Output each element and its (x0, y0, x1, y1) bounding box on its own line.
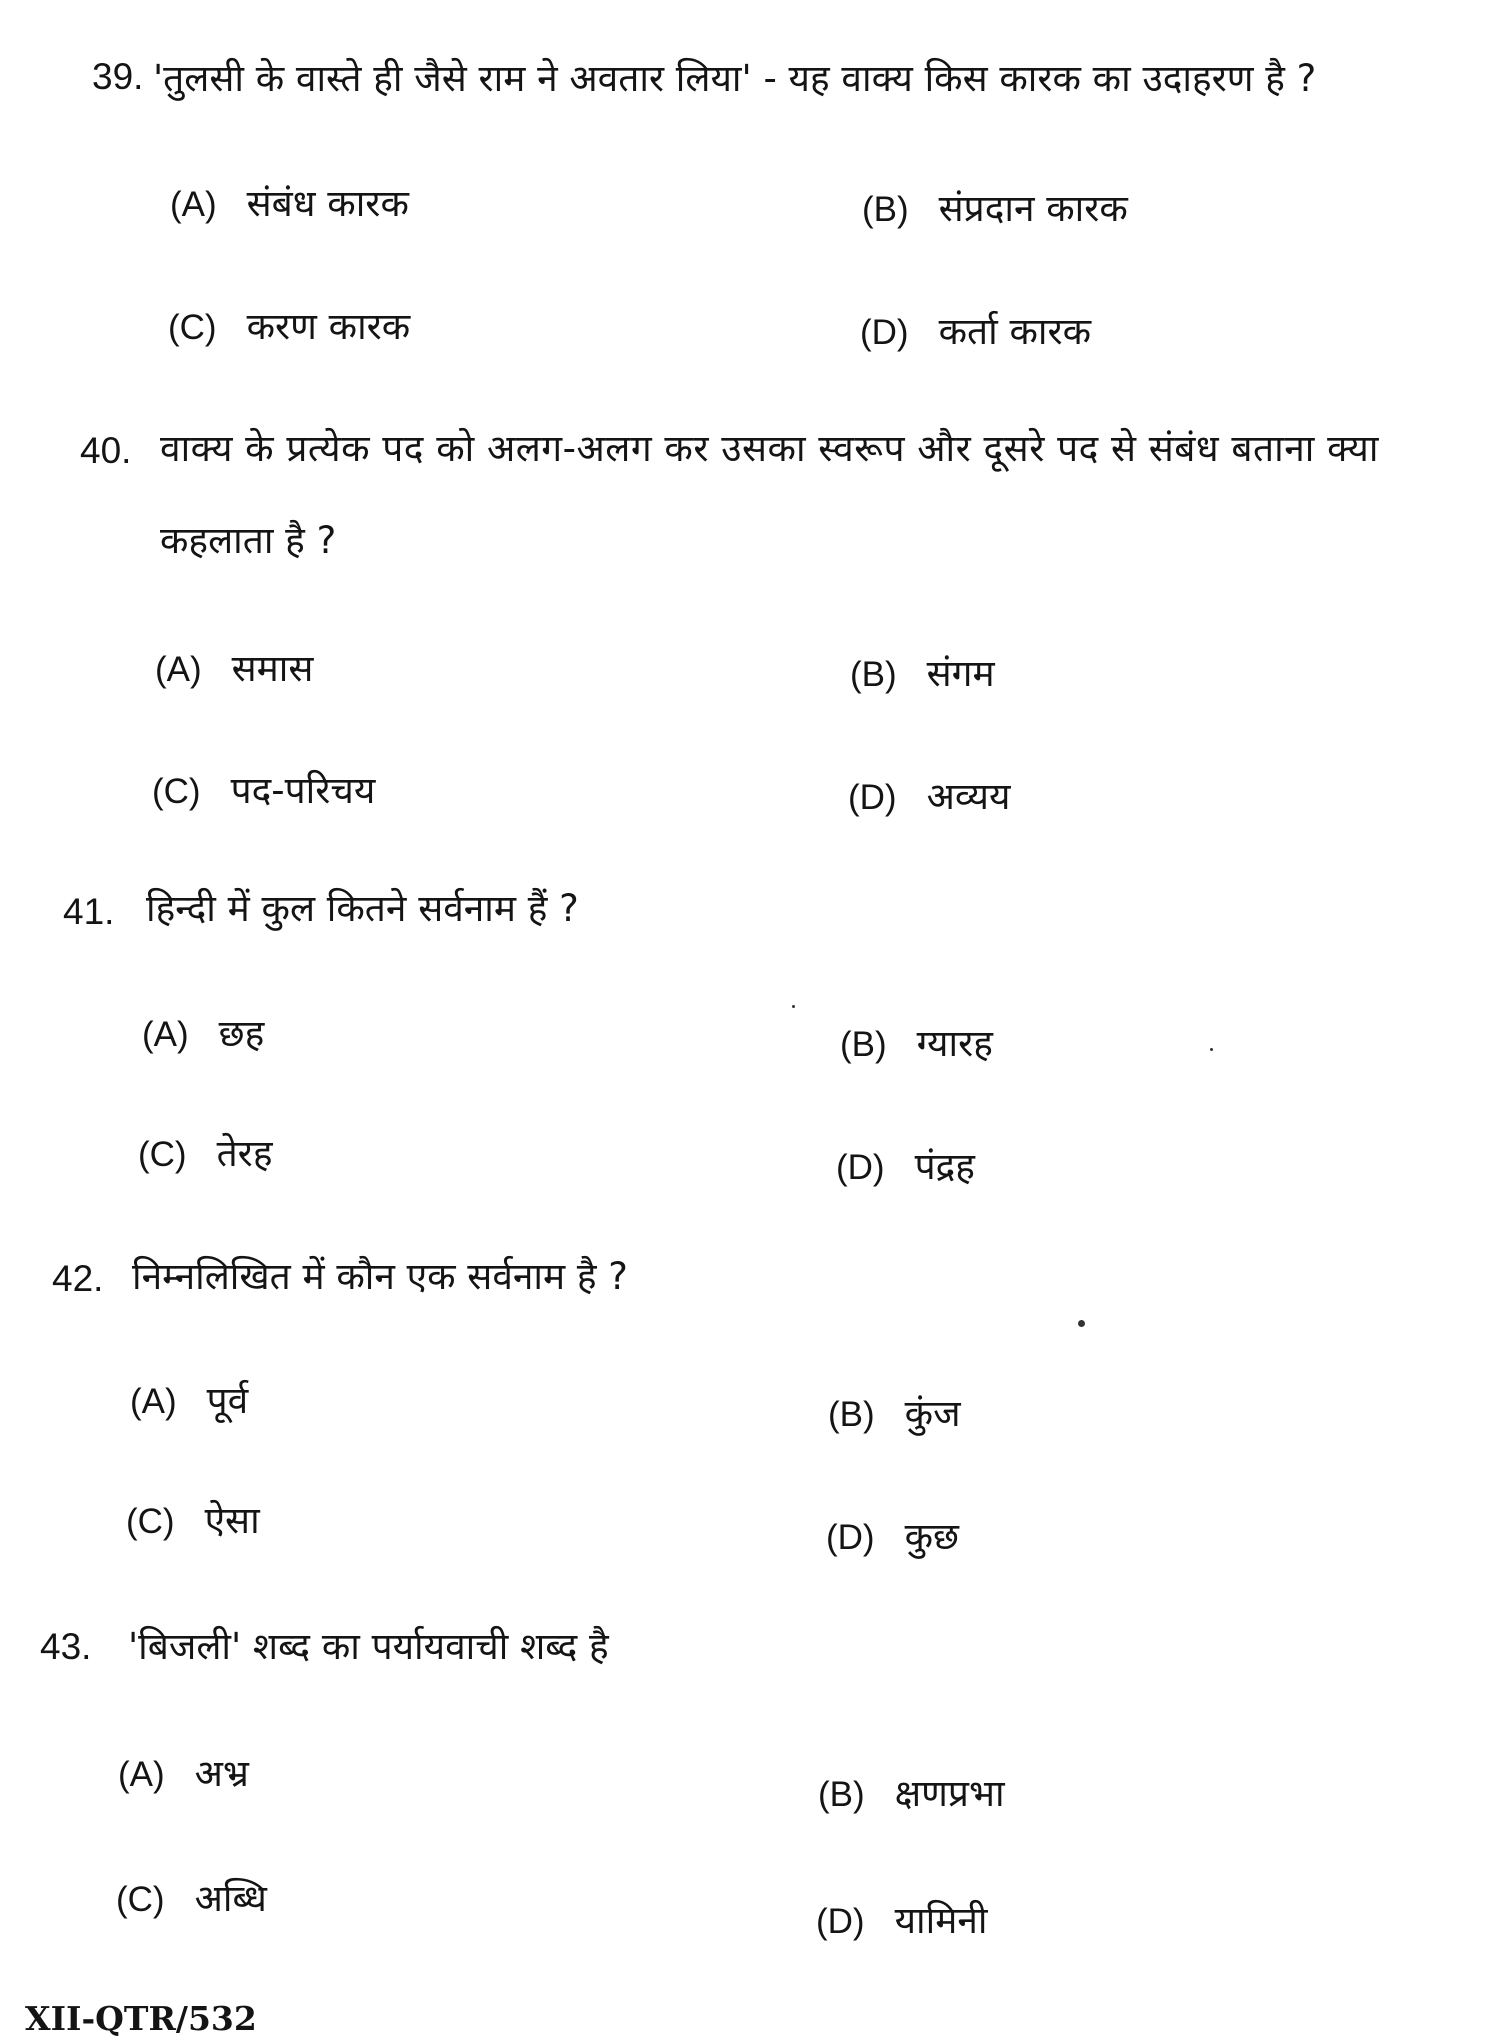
option-letter: (B) (862, 190, 909, 229)
option-letter: (D) (826, 1518, 875, 1557)
option-c (138, 1132, 273, 1175)
option-text: पूर्व (206, 1379, 249, 1422)
option-letter: (D) (860, 313, 909, 352)
option-text: पद-परिचय (230, 769, 376, 812)
option-a (142, 1012, 265, 1055)
option-letter: (D) (848, 778, 897, 817)
option-letter: (A) (130, 1382, 177, 1421)
option-d (848, 775, 1011, 818)
option-a (118, 1752, 249, 1795)
option-d (826, 1515, 959, 1558)
option-text: करण कारक (246, 305, 411, 348)
question-text-line2: कहलाता है ? (160, 519, 337, 562)
question-number: 40. (80, 430, 132, 471)
option-letter: (B) (818, 1775, 865, 1814)
option-text: समास (231, 647, 314, 690)
question-text-line1: वाक्य के प्रत्येक पद को अलग-अलग कर उसका स्वरूप और दूसरे पद से संबंध बताना क्या (160, 427, 1379, 470)
question-number: 39. (92, 56, 144, 97)
option-letter: (D) (836, 1148, 885, 1187)
option-c (126, 1499, 260, 1542)
option-a (155, 647, 314, 690)
option-letter: (B) (828, 1395, 875, 1434)
option-a (170, 182, 409, 225)
option-b (862, 187, 1128, 230)
scan-speck (1210, 1048, 1213, 1051)
option-letter: (C) (152, 772, 201, 811)
option-c (116, 1877, 267, 1920)
option-text: ग्यारह (916, 1022, 993, 1065)
option-letter: (A) (170, 185, 217, 224)
option-text: कुछ (904, 1515, 959, 1558)
option-b (850, 652, 995, 695)
option-text: यामिनी (894, 1899, 988, 1942)
option-text: अब्धि (194, 1877, 267, 1920)
option-d (816, 1899, 988, 1942)
option-text: संप्रदान कारक (938, 187, 1128, 230)
option-c (168, 305, 411, 348)
scan-speck (1078, 1320, 1085, 1327)
option-text: क्षणप्रभा (894, 1772, 1005, 1815)
option-letter: (C) (126, 1502, 175, 1541)
option-d (860, 310, 1091, 353)
option-letter: (C) (138, 1135, 187, 1174)
option-text: कुंज (904, 1392, 961, 1435)
option-text: अव्यय (926, 775, 1011, 818)
option-d (836, 1145, 975, 1188)
option-letter: (B) (850, 655, 897, 694)
option-c (152, 769, 376, 812)
option-text: छह (218, 1012, 265, 1055)
option-letter: (D) (816, 1902, 865, 1941)
option-letter: (C) (116, 1880, 165, 1919)
option-text: अभ्र (194, 1752, 249, 1795)
option-letter: (A) (142, 1015, 189, 1054)
option-letter: (A) (155, 650, 202, 689)
option-text: कर्ता कारक (938, 310, 1091, 353)
question-number: 41. (63, 891, 115, 932)
option-a (130, 1379, 249, 1422)
question-text: हिन्दी में कुल कितने सर्वनाम हैं ? (146, 887, 579, 930)
option-letter: (C) (168, 308, 217, 347)
question-text: निम्नलिखित में कौन एक सर्वनाम है ? (132, 1255, 628, 1298)
question-text: 'तुलसी के वास्ते ही जैसे राम ने अवतार लिया' - यह वाक्य किस कारक का उदाहरण है ? (153, 57, 1317, 100)
option-b (828, 1392, 961, 1435)
scan-speck (792, 1005, 795, 1008)
paper-code: XII-QTR/532 (25, 1999, 257, 2038)
option-b (818, 1772, 1005, 1815)
option-text: संबंध कारक (246, 182, 409, 225)
question-number: 42. (52, 1258, 104, 1299)
question-number: 43. (40, 1626, 92, 1667)
option-text: संगम (926, 652, 995, 695)
option-b (840, 1022, 993, 1065)
option-text: तेरह (216, 1132, 273, 1175)
option-letter: (B) (840, 1025, 887, 1064)
option-text: पंद्रह (914, 1145, 975, 1188)
question-text: 'बिजली' शब्द का पर्यायवाची शब्द है (128, 1625, 609, 1668)
option-letter: (A) (118, 1755, 165, 1794)
option-text: ऐसा (204, 1499, 260, 1542)
